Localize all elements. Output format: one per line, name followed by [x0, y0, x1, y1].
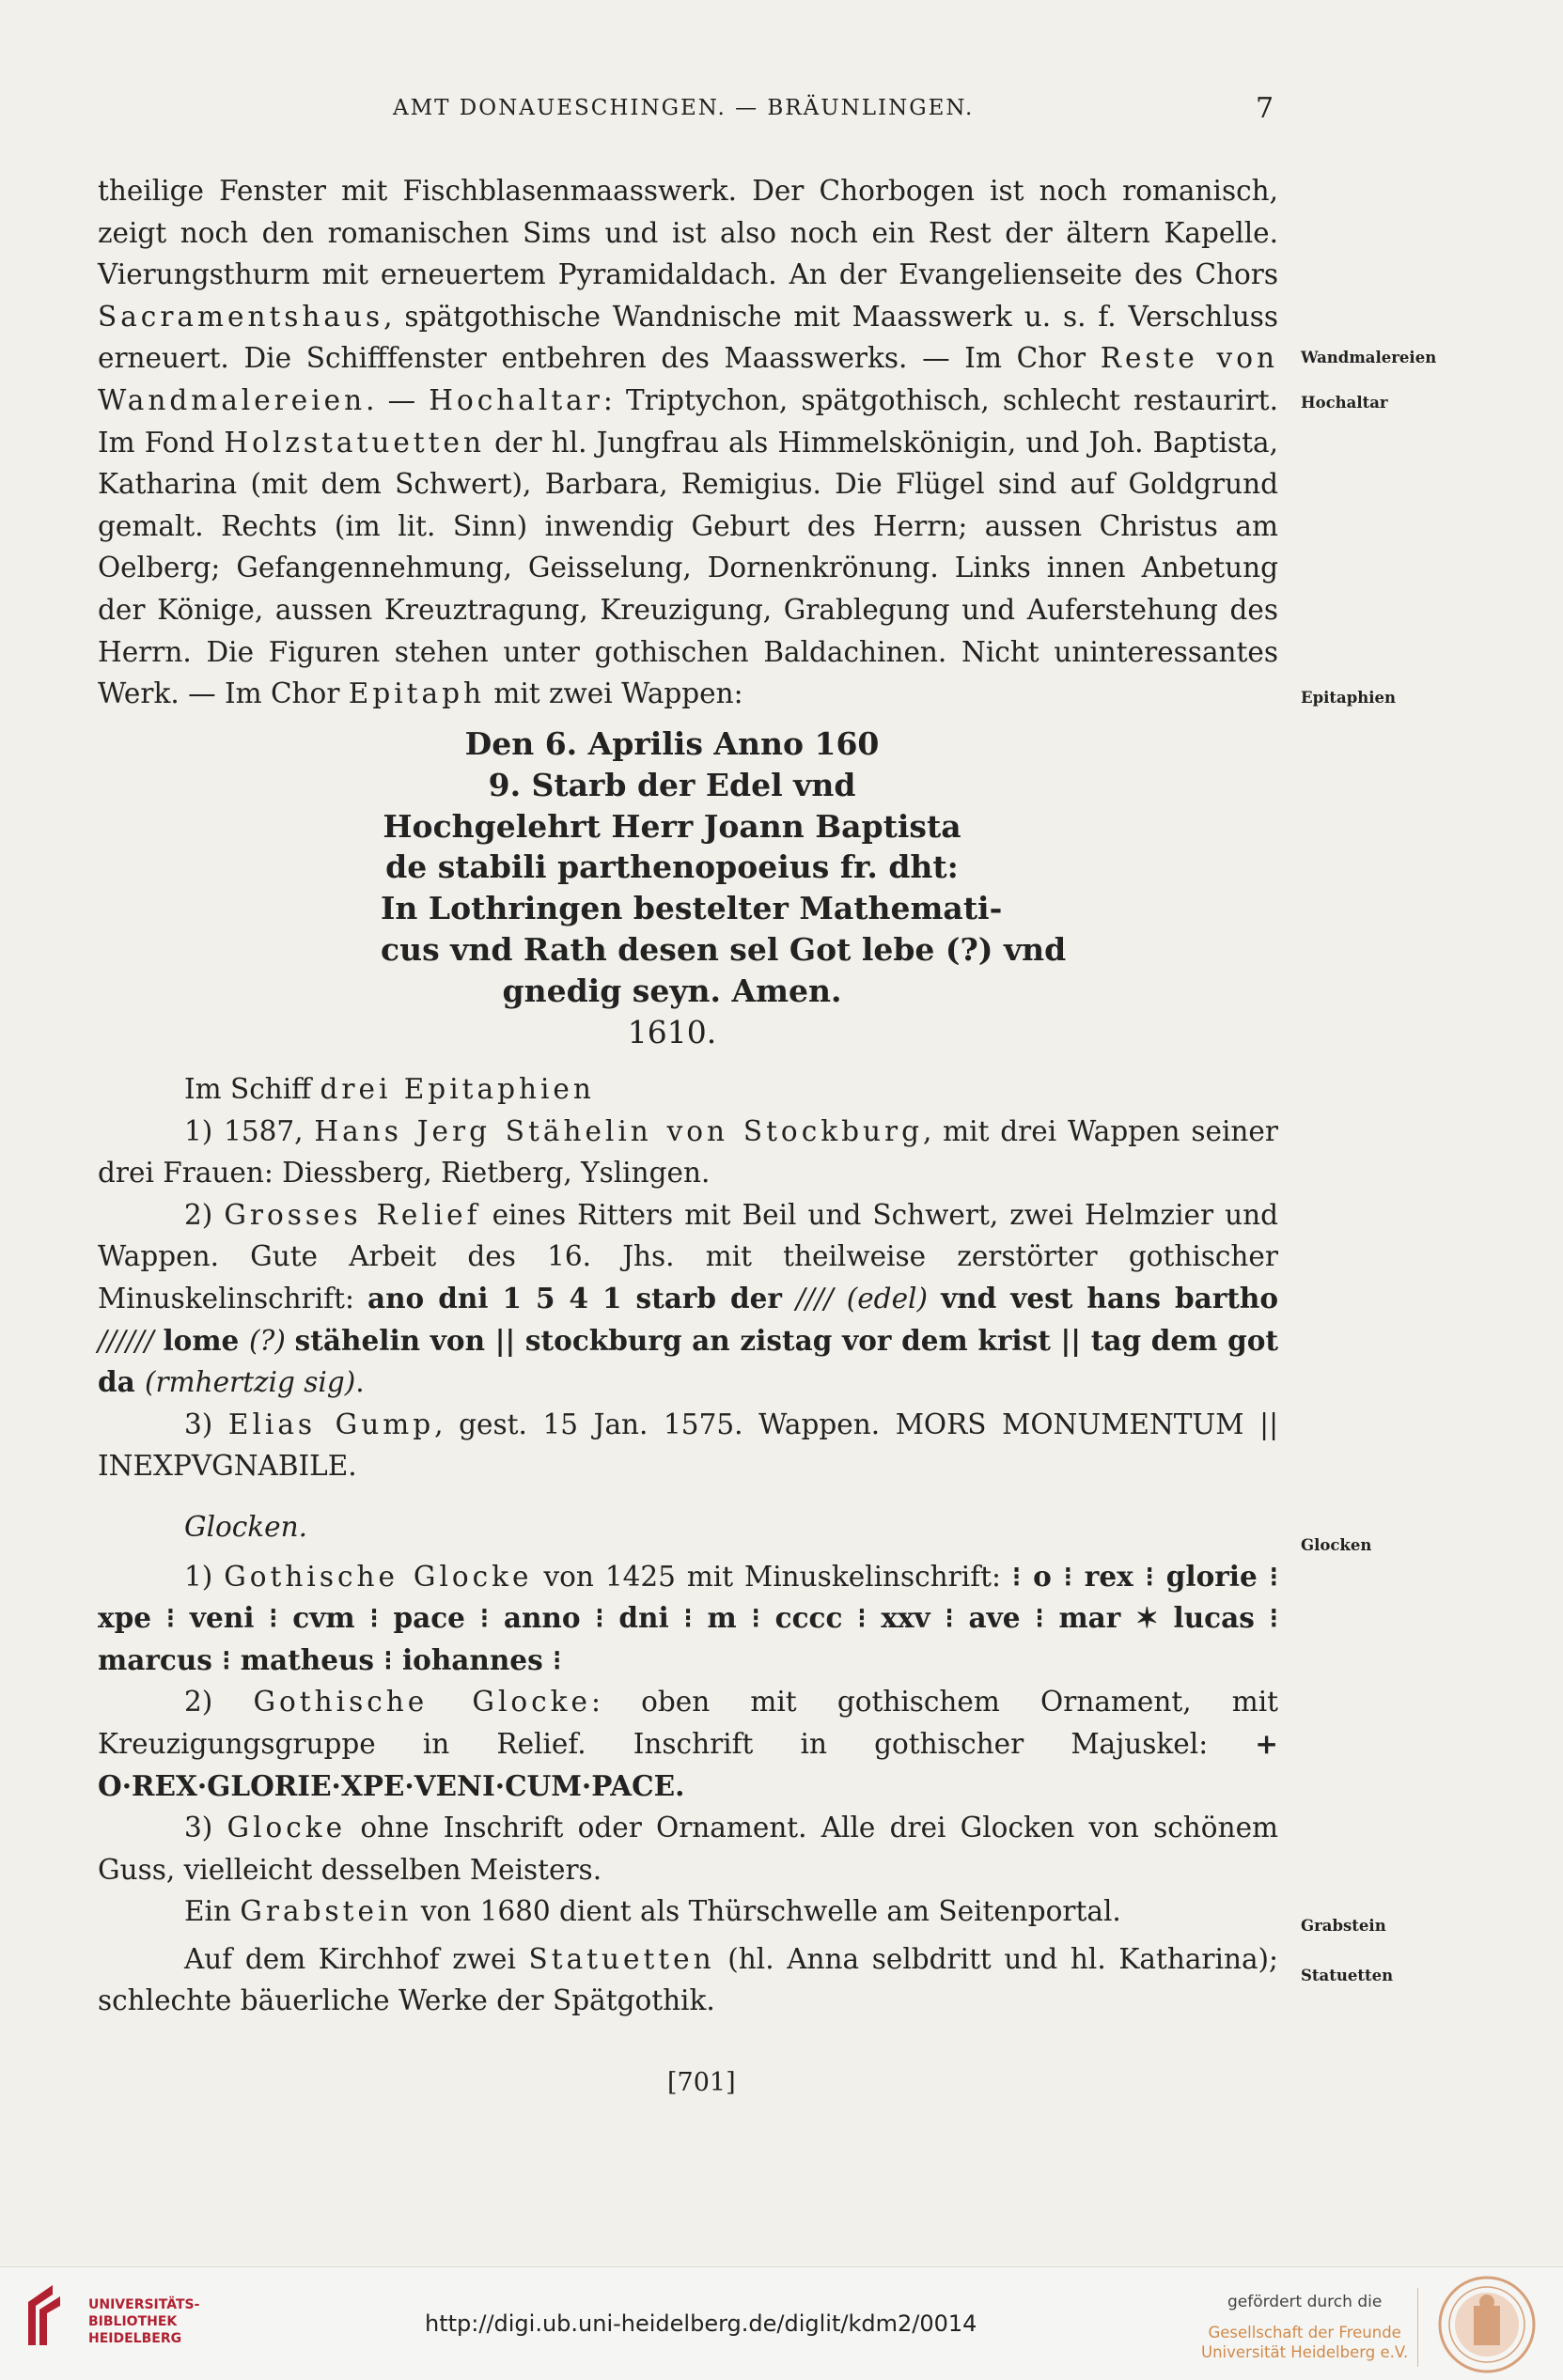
epitaph-line: gnedig seyn. Amen. — [502, 972, 842, 1009]
paragraph-church-description: theilige Fenster mit Fischblasenmaasswerk. Der Chorbogen ist noch romanisch, zeigt noch den romanischen Sims und ist also noch ein Rest der ältern Kapelle. Vierungsthurm mit erneuertem Pyramidaldach. An der Evangelienseite des Chors Sacramentshaus, spätgothische Wandnische mit Maasswerk u. s. f. Verschluss erneuert. Die Schifffenster entbehren des Maasswerks. — Im Chor Reste von Wandmalereien. — Hochaltar: Triptychon, spätgothisch, schlecht restaurirt. Im Fond Holzstatuetten der hl. Jungfrau als Himmelskönigin, und Joh. Baptista, Katharina (mit dem Schwert), Barbara, Remigius. Die Flügel sind auf Goldgrund gemalt. Rechts (im lit. Sinn) inwendig Geburt des Herrn; aussen Christus am Oelberg; Gefangennehmung, Geisselung, Dornenkrönung. Links innen Anbetung der Könige, aussen Kreuztragung, Kreuzigung, Grablegung und Auferstehung des Herrn. Die Figuren stehen unter gothischen Baldachinen. Nicht uninteressantes Werk. — Im Chor Epitaph mit zwei Wappen: — [98, 175, 1278, 710]
margin-note-glocken: Glocken — [1301, 1536, 1372, 1554]
sponsor-credit — [1201, 2293, 1408, 2362]
epitaph-line: Hochgelehrt Herr Joann Baptista — [383, 807, 961, 845]
epitaph-line: 9. Starb der Edel vnd — [488, 766, 856, 803]
epitaph-line: de stabili parthenopoeius fr. dht: — [385, 848, 959, 886]
printed-page-number: [701] — [667, 2068, 736, 2097]
paragraph-statuettes: Auf dem Kirchhof zwei Statuetten (hl. Anna selbdritt und hl. Katharina); schlechte bäuerliche Werke der Spätgothik. — [98, 1942, 1278, 2017]
university-seal-icon — [1436, 2274, 1538, 2375]
running-header — [0, 92, 1563, 133]
margin-note-statuetten: Statuetten — [1301, 1967, 1394, 1984]
paragraph-bell-2: 2) Gothische Glocke: oben mit gothischem Ornament, mit Kreuzigungsgruppe in Relief. Inschrift in gothischer Majuskel: + O·REX·GLORIE·XPE·VENI·CUM·PACE. — [98, 1686, 1279, 1802]
epitaph-line: Den 6. Aprilis Anno 160 — [464, 725, 880, 762]
paragraph-epitaph-2: 2) Grosses Relief eines Ritters mit Beil und Schwert, zwei Helmzier und Wappen. Gute Arbeit des 16. Jhs. mit theilweise zerstörter gothischer Minuskelinschrift: ano dni 1 5 4 1 starb der //// (edel) vnd vest hans bartho ////// lome (?) stähelin von || stockburg an zistag vor dem krist || tag dem got da (rmhertzig sig). — [98, 1198, 1279, 1399]
paragraph-gravestone: Ein Grabstein von 1680 dient als Thürschwelle am Seitenportal. — [184, 1895, 1121, 1928]
page-body-continued — [98, 1068, 1278, 2022]
epitaph-line: cus vnd Rath desen sel Got lebe (?) vnd — [381, 930, 1067, 968]
margin-note-epitaphien: Epitaphien — [1301, 689, 1396, 707]
header-page-number: 7 — [1256, 92, 1274, 125]
epitaph-year: 1610. — [627, 1013, 717, 1050]
margin-note-wandmalereien: Wandmalereien — [1301, 349, 1437, 366]
section-heading-glocken: Glocken. — [184, 1510, 307, 1543]
permalink-url[interactable]: http://digi.ub.uni-heidelberg.de/diglit/kdm2/0014 — [425, 2310, 977, 2337]
paragraph-bell-1: 1) Gothische Glocke von 1425 mit Minuskelinschrift: ⁝ o ⁝ rex ⁝ glorie ⁝ xpe ⁝ veni ⁝ cvm ⁝ pace ⁝ anno ⁝ dni ⁝ m ⁝ cccc ⁝ xxv ⁝ ave ⁝ mar ✶ lucas ⁝ marcus ⁝ matheus ⁝ iohannes ⁝ — [98, 1559, 1278, 1676]
margin-note-grabstein: Grabstein — [1301, 1917, 1386, 1935]
paragraph-nave-epitaphs: Im Schiff drei Epitaphien — [184, 1073, 595, 1105]
paragraph-bell-3: 3) Glocke ohne Inschrift oder Ornament. Alle drei Glocken von schönem Guss, vielleicht desselben Meisters. — [98, 1812, 1278, 1886]
sponsor-name-2: Universität Heidelberg e.V. — [1201, 2343, 1409, 2361]
sponsor-label: gefördert durch die — [1227, 2293, 1383, 2311]
footer-divider — [1417, 2288, 1418, 2367]
epitaph-line: In Lothringen bestelter Mathemati- — [381, 890, 1003, 927]
header-title: AMT DONAUESCHINGEN. — BRÄUNLINGEN. — [393, 96, 975, 120]
paragraph-epitaph-3: 3) Elias Gump, gest. 15 Jan. 1575. Wappen. MORS MONUMENTUM || INEXPVGNABILE. — [98, 1408, 1279, 1483]
university-library-logo-text: UNIVERSITÄTS- BIBLIOTHEK HEIDELBERG — [88, 2297, 200, 2346]
margin-note-hochaltar: Hochaltar — [1301, 394, 1388, 412]
university-library-logo-icon — [24, 2281, 64, 2349]
paragraph-epitaph-1: 1) 1587, Hans Jerg Stähelin von Stockburg, mit drei Wappen seiner drei Frauen: Diessberg, Rietberg, Yslingen. — [98, 1114, 1278, 1190]
sponsor-name: Gesellschaft der Freunde — [1208, 2324, 1401, 2341]
epitaph-inscription — [381, 723, 1067, 1052]
page-body — [98, 170, 1278, 715]
